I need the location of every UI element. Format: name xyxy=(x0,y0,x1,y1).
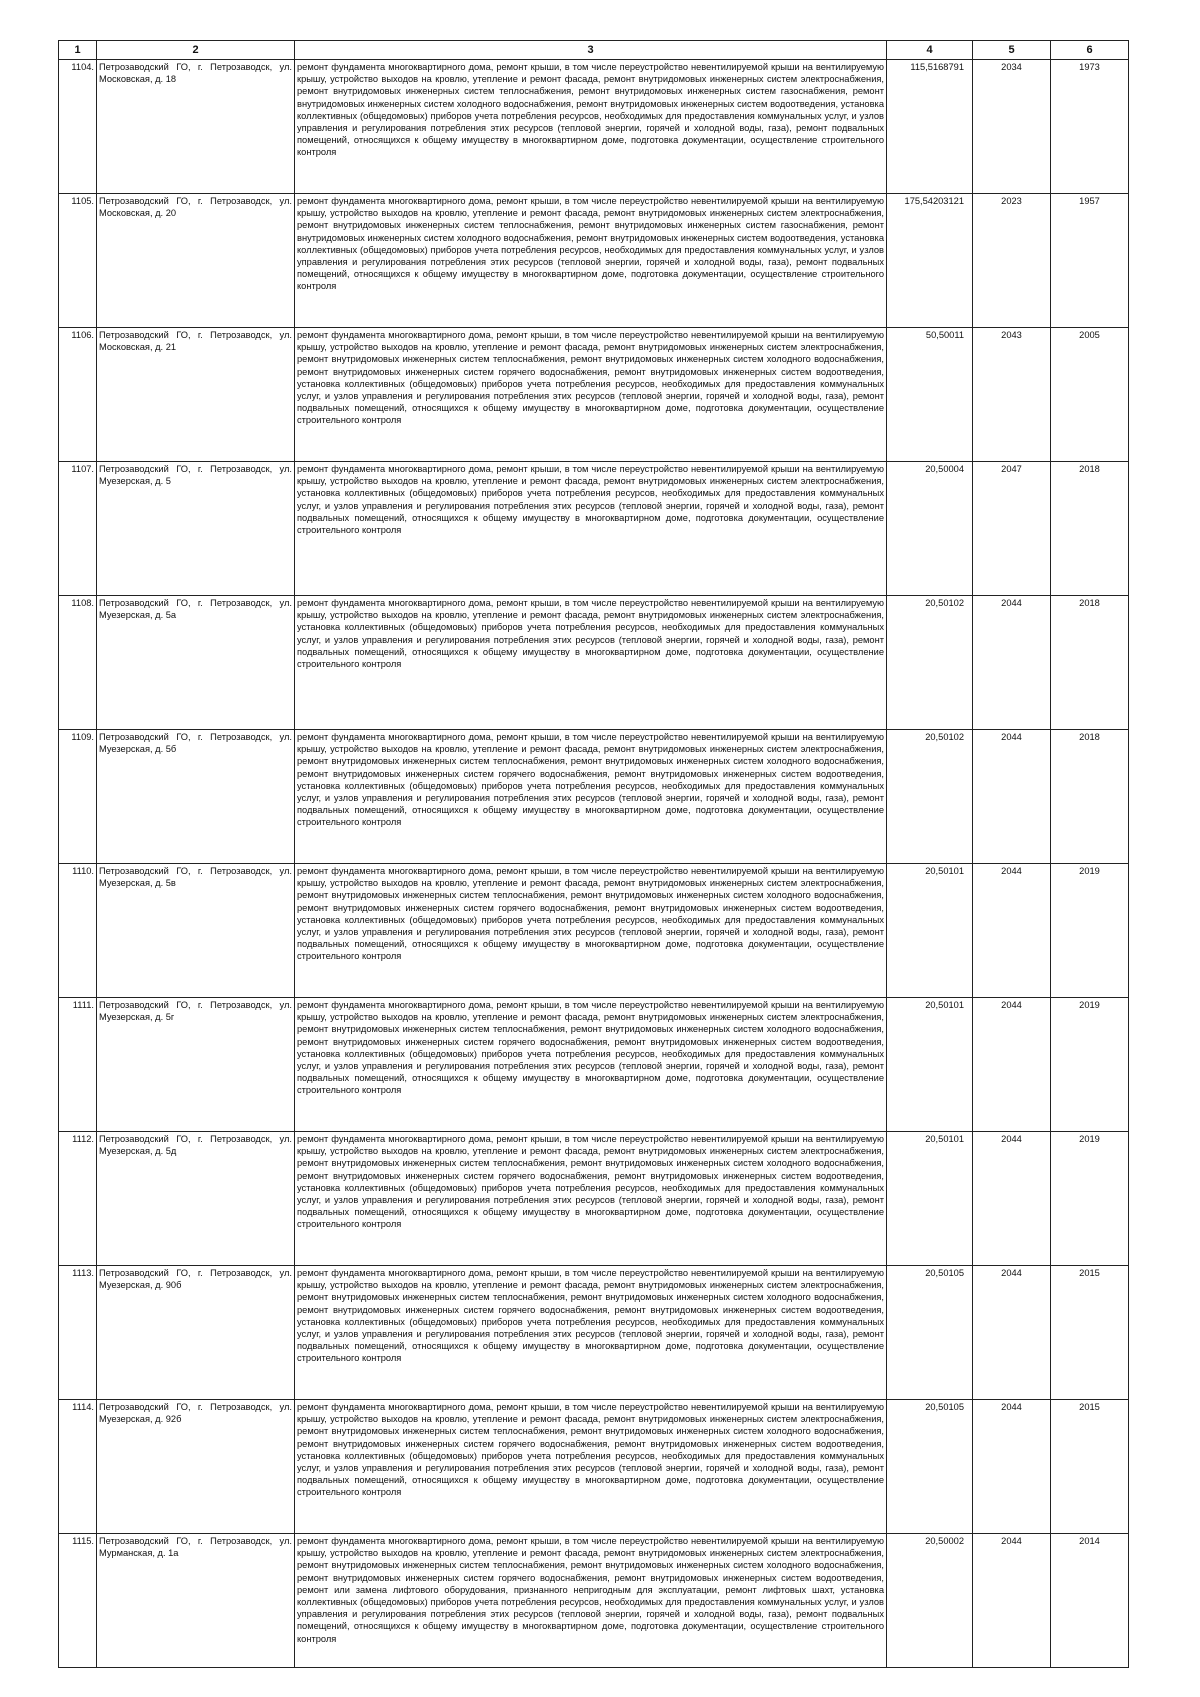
year-plan-cell: 2047 xyxy=(973,462,1051,596)
address-cell: Петрозаводский ГО, г. Петрозаводск, ул. Московская, д. 18 xyxy=(97,60,295,194)
year-plan-cell: 2044 xyxy=(973,1400,1051,1534)
address-cell: Петрозаводский ГО, г. Петрозаводск, ул. Муезерская, д. 5д xyxy=(97,1132,295,1266)
table-row xyxy=(59,1534,1129,1668)
value-cell: 20,50101 xyxy=(887,1132,973,1266)
program-table xyxy=(58,40,1129,1668)
table-row xyxy=(59,194,1129,328)
header-row xyxy=(59,41,1129,60)
year-plan-cell: 2034 xyxy=(973,60,1051,194)
row-number: 1104. xyxy=(59,60,97,194)
works-cell: ремонт фундамента многоквартирного дома, ремонт крыши, в том числе переустройство невентилируемой крыши на вентилируемую крышу, устройство выходов на кровлю, утепление и ремонт фасада, ремонт внутридомовых инженерных систем электроснабжения, ремонт внутридомовых инженерных систем теплоснабжения, ремонт внутридомовых инженерных систем газоснабжения, ремонт внутридомовых инженерных систем холодного водоснабжения, ремонт внутридомовых инженерных систем водоотведения, установка коллективных (общедомовых) приборов учета потребления ресурсов, необходимых для предоставления коммунальных услуг, и узлов управления и регулирования потребления этих ресурсов (тепловой энергии, горячей и холодной воды, газа), ремонт подвальных помещений, относящихся к общему имуществу в многоквартирном доме, подготовка документации, осуществление строительного контроля xyxy=(295,60,887,194)
year-plan-cell: 2044 xyxy=(973,596,1051,730)
value-cell: 50,50011 xyxy=(887,328,973,462)
address-cell: Петрозаводский ГО, г. Петрозаводск, ул. Муезерская, д. 5б xyxy=(97,730,295,864)
row-number: 1108. xyxy=(59,596,97,730)
works-cell: ремонт фундамента многоквартирного дома, ремонт крыши, в том числе переустройство невентилируемой крыши на вентилируемую крышу, устройство выходов на кровлю, утепление и ремонт фасада, ремонт внутридомовых инженерных систем электроснабжения, ремонт внутридомовых инженерных систем теплоснабжения, ремонт внутридомовых инженерных систем холодного водоснабжения, ремонт внутридомовых инженерных систем горячего водоснабжения, ремонт внутридомовых инженерных систем водоотведения, ремонт или замена лифтового оборудования, признанного непригодным для эксплуатации, ремонт лифтовых шахт, установка коллективных (общедомовых) приборов учета потребления ресурсов, необходимых для предоставления коммунальных услуг, и узлов управления и регулирования потребления этих ресурсов (тепловой энергии, горячей и холодной воды, газа), ремонт подвальных помещений, относящихся к общему имуществу в многоквартирном доме, подготовка документации, осуществление строительного контроля xyxy=(295,1534,887,1668)
year-built-cell: 2018 xyxy=(1051,730,1129,864)
year-built-cell: 1957 xyxy=(1051,194,1129,328)
works-cell: ремонт фундамента многоквартирного дома, ремонт крыши, в том числе переустройство невентилируемой крыши на вентилируемую крышу, устройство выходов на кровлю, утепление и ремонт фасада, ремонт внутридомовых инженерных систем электроснабжения, ремонт внутридомовых инженерных систем теплоснабжения, ремонт внутридомовых инженерных систем холодного водоснабжения, ремонт внутридомовых инженерных систем горячего водоснабжения, ремонт внутридомовых инженерных систем водоотведения, установка коллективных (общедомовых) приборов учета потребления ресурсов, необходимых для предоставления коммунальных услуг, и узлов управления и регулирования потребления этих ресурсов (тепловой энергии, горячей и холодной воды, газа), ремонт подвальных помещений, относящихся к общему имуществу в многоквартирном доме, подготовка документации, осуществление строительного контроля xyxy=(295,998,887,1132)
row-number: 1105. xyxy=(59,194,97,328)
works-cell: ремонт фундамента многоквартирного дома, ремонт крыши, в том числе переустройство невентилируемой крыши на вентилируемую крышу, устройство выходов на кровлю, утепление и ремонт фасада, ремонт внутридомовых инженерных систем электроснабжения, ремонт внутридомовых инженерных систем теплоснабжения, ремонт внутридомовых инженерных систем холодного водоснабжения, ремонт внутридомовых инженерных систем горячего водоснабжения, ремонт внутридомовых инженерных систем водоотведения, установка коллективных (общедомовых) приборов учета потребления ресурсов, необходимых для предоставления коммунальных услуг, и узлов управления и регулирования потребления этих ресурсов (тепловой энергии, горячей и холодной воды, газа), ремонт подвальных помещений, относящихся к общему имуществу в многоквартирном доме, подготовка документации, осуществление строительного контроля xyxy=(295,864,887,998)
address-cell: Петрозаводский ГО, г. Петрозаводск, ул. Московская, д. 20 xyxy=(97,194,295,328)
row-number: 1115. xyxy=(59,1534,97,1668)
address-cell: Петрозаводский ГО, г. Петрозаводск, ул. Муезерская, д. 92б xyxy=(97,1400,295,1534)
value-cell: 20,50101 xyxy=(887,998,973,1132)
year-plan-cell: 2023 xyxy=(973,194,1051,328)
address-cell: Петрозаводский ГО, г. Петрозаводск, ул. Московская, д. 21 xyxy=(97,328,295,462)
column-header-6: 6 xyxy=(1051,41,1129,60)
works-cell: ремонт фундамента многоквартирного дома, ремонт крыши, в том числе переустройство невентилируемой крыши на вентилируемую крышу, устройство выходов на кровлю, утепление и ремонт фасада, ремонт внутридомовых инженерных систем электроснабжения, ремонт внутридомовых инженерных систем теплоснабжения, ремонт внутридомовых инженерных систем холодного водоснабжения, ремонт внутридомовых инженерных систем горячего водоснабжения, ремонт внутридомовых инженерных систем водоотведения, установка коллективных (общедомовых) приборов учета потребления ресурсов, необходимых для предоставления коммунальных услуг, и узлов управления и регулирования потребления этих ресурсов (тепловой энергии, горячей и холодной воды, газа), ремонт подвальных помещений, относящихся к общему имуществу в многоквартирном доме, подготовка документации, осуществление строительного контроля xyxy=(295,328,887,462)
table-row xyxy=(59,1266,1129,1400)
address-cell: Петрозаводский ГО, г. Петрозаводск, ул. Муезерская, д. 5в xyxy=(97,864,295,998)
column-header-5: 5 xyxy=(973,41,1051,60)
works-cell: ремонт фундамента многоквартирного дома, ремонт крыши, в том числе переустройство невентилируемой крыши на вентилируемую крышу, устройство выходов на кровлю, утепление и ремонт фасада, ремонт внутридомовых инженерных систем электроснабжения, ремонт внутридомовых инженерных систем теплоснабжения, ремонт внутридомовых инженерных систем холодного водоснабжения, ремонт внутридомовых инженерных систем горячего водоснабжения, ремонт внутридомовых инженерных систем водоотведения, установка коллективных (общедомовых) приборов учета потребления ресурсов, необходимых для предоставления коммунальных услуг, и узлов управления и регулирования потребления этих ресурсов (тепловой энергии, горячей и холодной воды, газа), ремонт подвальных помещений, относящихся к общему имуществу в многоквартирном доме, подготовка документации, осуществление строительного контроля xyxy=(295,1266,887,1400)
table-row xyxy=(59,60,1129,194)
value-cell: 20,50002 xyxy=(887,1534,973,1668)
year-plan-cell: 2044 xyxy=(973,864,1051,998)
year-built-cell: 1973 xyxy=(1051,60,1129,194)
row-number: 1110. xyxy=(59,864,97,998)
year-built-cell: 2015 xyxy=(1051,1400,1129,1534)
address-cell: Петрозаводский ГО, г. Петрозаводск, ул. Мурманская, д. 1а xyxy=(97,1534,295,1668)
table-row xyxy=(59,328,1129,462)
table-row xyxy=(59,462,1129,596)
year-built-cell: 2015 xyxy=(1051,1266,1129,1400)
row-number: 1107. xyxy=(59,462,97,596)
year-built-cell: 2019 xyxy=(1051,864,1129,998)
year-plan-cell: 2044 xyxy=(973,1534,1051,1668)
works-cell: ремонт фундамента многоквартирного дома, ремонт крыши, в том числе переустройство невентилируемой крыши на вентилируемую крышу, устройство выходов на кровлю, утепление и ремонт фасада, ремонт внутридомовых инженерных систем электроснабжения, ремонт внутридомовых инженерных систем теплоснабжения, ремонт внутридомовых инженерных систем холодного водоснабжения, ремонт внутридомовых инженерных систем горячего водоснабжения, ремонт внутридомовых инженерных систем водоотведения, установка коллективных (общедомовых) приборов учета потребления ресурсов, необходимых для предоставления коммунальных услуг, и узлов управления и регулирования потребления этих ресурсов (тепловой энергии, горячей и холодной воды, газа), ремонт подвальных помещений, относящихся к общему имуществу в многоквартирном доме, подготовка документации, осуществление строительного контроля xyxy=(295,730,887,864)
year-plan-cell: 2044 xyxy=(973,1266,1051,1400)
column-header-3: 3 xyxy=(295,41,887,60)
year-built-cell: 2005 xyxy=(1051,328,1129,462)
table-row xyxy=(59,998,1129,1132)
row-number: 1113. xyxy=(59,1266,97,1400)
row-number: 1109. xyxy=(59,730,97,864)
value-cell: 20,50105 xyxy=(887,1400,973,1534)
column-header-4: 4 xyxy=(887,41,973,60)
year-plan-cell: 2044 xyxy=(973,998,1051,1132)
year-plan-cell: 2044 xyxy=(973,730,1051,864)
year-built-cell: 2018 xyxy=(1051,462,1129,596)
value-cell: 20,50004 xyxy=(887,462,973,596)
year-plan-cell: 2043 xyxy=(973,328,1051,462)
table-row xyxy=(59,596,1129,730)
address-cell: Петрозаводский ГО, г. Петрозаводск, ул. Муезерская, д. 90б xyxy=(97,1266,295,1400)
works-cell: ремонт фундамента многоквартирного дома, ремонт крыши, в том числе переустройство невентилируемой крыши на вентилируемую крышу, устройство выходов на кровлю, утепление и ремонт фасада, ремонт внутридомовых инженерных систем электроснабжения, установка коллективных (общедомовых) приборов учета потребления ресурсов, необходимых для предоставления коммунальных услуг, и узлов управления и регулирования потребления этих ресурсов (тепловой энергии, горячей и холодной воды, газа), ремонт подвальных помещений, относящихся к общему имуществу в многоквартирном доме, подготовка документации, осуществление строительного контроля xyxy=(295,462,887,596)
column-header-1: 1 xyxy=(59,41,97,60)
value-cell: 175,54203121 xyxy=(887,194,973,328)
value-cell: 20,50105 xyxy=(887,1266,973,1400)
year-built-cell: 2018 xyxy=(1051,596,1129,730)
table-row xyxy=(59,1132,1129,1266)
year-plan-cell: 2044 xyxy=(973,1132,1051,1266)
row-number: 1112. xyxy=(59,1132,97,1266)
address-cell: Петрозаводский ГО, г. Петрозаводск, ул. Муезерская, д. 5 xyxy=(97,462,295,596)
year-built-cell: 2014 xyxy=(1051,1534,1129,1668)
year-built-cell: 2019 xyxy=(1051,998,1129,1132)
value-cell: 20,50101 xyxy=(887,864,973,998)
value-cell: 115,5168791 xyxy=(887,60,973,194)
column-header-2: 2 xyxy=(97,41,295,60)
works-cell: ремонт фундамента многоквартирного дома, ремонт крыши, в том числе переустройство невентилируемой крыши на вентилируемую крышу, устройство выходов на кровлю, утепление и ремонт фасада, ремонт внутридомовых инженерных систем электроснабжения, установка коллективных (общедомовых) приборов учета потребления ресурсов, необходимых для предоставления коммунальных услуг, и узлов управления и регулирования потребления этих ресурсов (тепловой энергии, горячей и холодной воды, газа), ремонт подвальных помещений, относящихся к общему имуществу в многоквартирном доме, подготовка документации, осуществление строительного контроля xyxy=(295,596,887,730)
works-cell: ремонт фундамента многоквартирного дома, ремонт крыши, в том числе переустройство невентилируемой крыши на вентилируемую крышу, устройство выходов на кровлю, утепление и ремонт фасада, ремонт внутридомовых инженерных систем электроснабжения, ремонт внутридомовых инженерных систем теплоснабжения, ремонт внутридомовых инженерных систем холодного водоснабжения, ремонт внутридомовых инженерных систем горячего водоснабжения, ремонт внутридомовых инженерных систем водоотведения, установка коллективных (общедомовых) приборов учета потребления ресурсов, необходимых для предоставления коммунальных услуг, и узлов управления и регулирования потребления этих ресурсов (тепловой энергии, горячей и холодной воды, газа), ремонт подвальных помещений, относящихся к общему имуществу в многоквартирном доме, подготовка документации, осуществление строительного контроля xyxy=(295,1132,887,1266)
table-row xyxy=(59,730,1129,864)
address-cell: Петрозаводский ГО, г. Петрозаводск, ул. Муезерская, д. 5а xyxy=(97,596,295,730)
row-number: 1106. xyxy=(59,328,97,462)
value-cell: 20,50102 xyxy=(887,730,973,864)
works-cell: ремонт фундамента многоквартирного дома, ремонт крыши, в том числе переустройство невентилируемой крыши на вентилируемую крышу, устройство выходов на кровлю, утепление и ремонт фасада, ремонт внутридомовых инженерных систем электроснабжения, ремонт внутридомовых инженерных систем теплоснабжения, ремонт внутридомовых инженерных систем газоснабжения, ремонт внутридомовых инженерных систем холодного водоснабжения, ремонт внутридомовых инженерных систем водоотведения, установка коллективных (общедомовых) приборов учета потребления ресурсов, необходимых для предоставления коммунальных услуг, и узлов управления и регулирования потребления этих ресурсов (тепловой энергии, горячей и холодной воды, газа), ремонт подвальных помещений, относящихся к общему имуществу в многоквартирном доме, подготовка документации, осуществление строительного контроля xyxy=(295,194,887,328)
value-cell: 20,50102 xyxy=(887,596,973,730)
row-number: 1114. xyxy=(59,1400,97,1534)
row-number: 1111. xyxy=(59,998,97,1132)
works-cell: ремонт фундамента многоквартирного дома, ремонт крыши, в том числе переустройство невентилируемой крыши на вентилируемую крышу, устройство выходов на кровлю, утепление и ремонт фасада, ремонт внутридомовых инженерных систем электроснабжения, ремонт внутридомовых инженерных систем теплоснабжения, ремонт внутридомовых инженерных систем холодного водоснабжения, ремонт внутридомовых инженерных систем горячего водоснабжения, ремонт внутридомовых инженерных систем водоотведения, установка коллективных (общедомовых) приборов учета потребления ресурсов, необходимых для предоставления коммунальных услуг, и узлов управления и регулирования потребления этих ресурсов (тепловой энергии, горячей и холодной воды, газа), ремонт подвальных помещений, относящихся к общему имуществу в многоквартирном доме, подготовка документации, осуществление строительного контроля xyxy=(295,1400,887,1534)
address-cell: Петрозаводский ГО, г. Петрозаводск, ул. Муезерская, д. 5г xyxy=(97,998,295,1132)
year-built-cell: 2019 xyxy=(1051,1132,1129,1266)
table-row xyxy=(59,1400,1129,1534)
table-row xyxy=(59,864,1129,998)
